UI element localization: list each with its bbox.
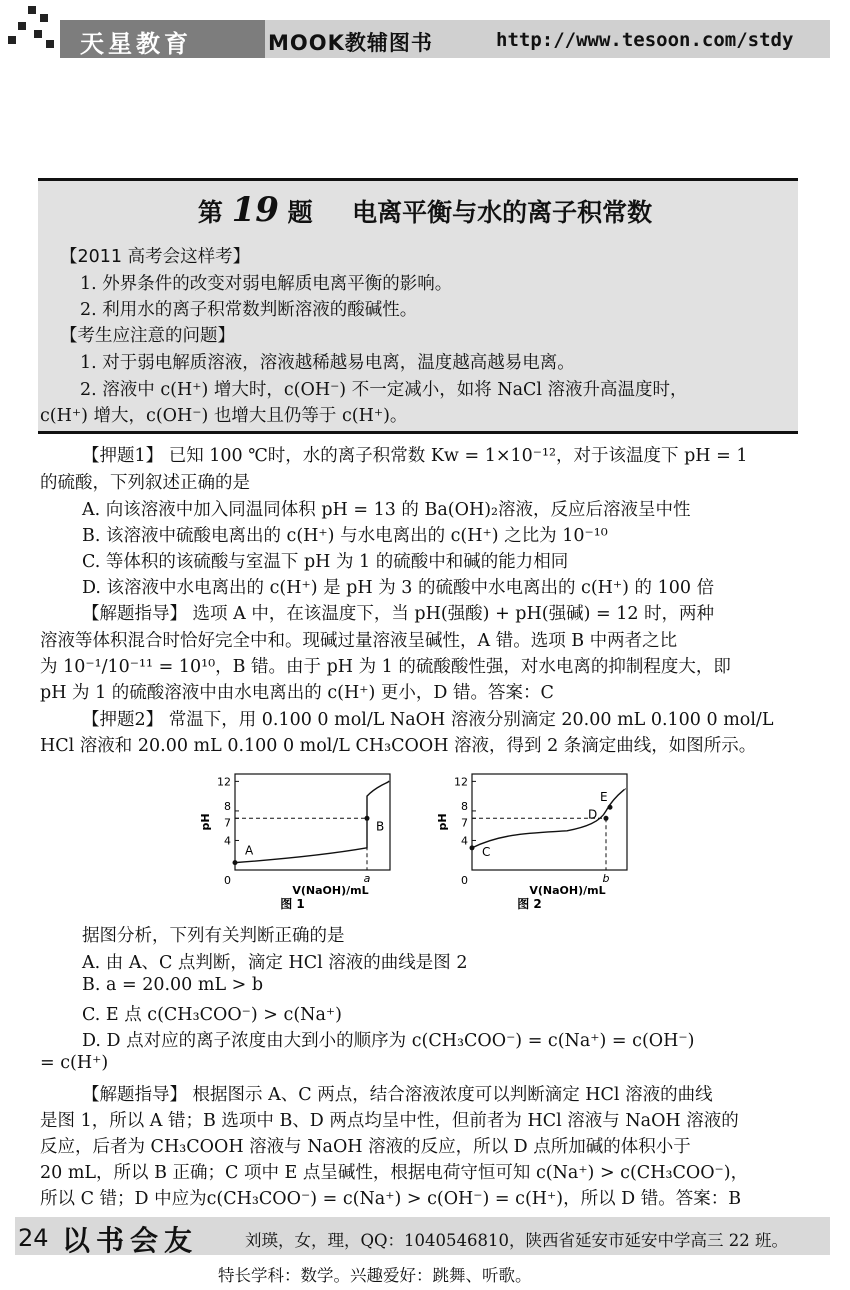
- y-axis-label: pH: [199, 813, 212, 831]
- point-d: [604, 816, 609, 821]
- y-tick-label: 12: [217, 775, 231, 789]
- q2-analysis: 20 mL，所以 B 正确；C 项中 E 点呈碱性，根据电荷守恒可知 c(Na⁺) > c(CH₃COO⁻)，: [40, 1163, 749, 1183]
- plot-frame: [472, 774, 627, 870]
- titration-figures: [195, 760, 655, 912]
- header-decoration: [0, 0, 60, 60]
- exam-point: 2. 利用水的离子积常数判断溶液的酸碱性。: [80, 300, 418, 320]
- x-axis-label: V(NaOH)/mL: [529, 884, 606, 897]
- point-label: E: [600, 790, 608, 805]
- page-title: [0, 190, 850, 230]
- q1-option-b: B. 该溶液中硫酸电离出的 c(H⁺) 与水电离出的 c(H⁺) 之比为 10⁻¹⁰: [82, 526, 608, 546]
- exam-heading: 【2011 高考会这样考】: [60, 247, 251, 267]
- y-tick-label: 12: [454, 775, 468, 789]
- y-tick-label: 4: [461, 834, 468, 848]
- figure-caption: 图 2: [517, 897, 542, 911]
- x-origin-label: 0: [461, 874, 468, 887]
- title-text: 电离平衡与水的离子积常数: [352, 198, 653, 227]
- q1-stem: 【押题1】 已知 100 ℃时，水的离子积常数 Kw = 1×10⁻¹²，对于该温度下 pH = 1: [82, 446, 748, 466]
- x-origin-label: 0: [224, 874, 231, 887]
- q2-stem: 【押题2】 常温下，用 0.100 0 mol/L NaOH 溶液分别滴定 20.00 mL 0.100 0 mol/L: [82, 710, 774, 730]
- q1-analysis: 溶液等体积混合时恰好完全中和。现碱过量溶液呈碱性，A 错。选项 B 中两者之比: [40, 631, 678, 651]
- q2-option-b: B. a = 20.00 mL > b: [82, 975, 264, 995]
- author-interests: 特长学科：数学。兴趣爱好：跳舞、听歌。: [218, 1266, 532, 1285]
- q2-option-d: D. D 点对应的离子浓度由大到小的顺序为 c(CH₃COO⁻) = c(Na⁺) = c(OH⁻): [82, 1031, 695, 1051]
- point-a: [233, 860, 238, 865]
- title-suffix: 题: [287, 198, 313, 227]
- point-label: D: [588, 807, 598, 822]
- q1-analysis: 为 10⁻¹/10⁻¹¹ = 10¹⁰，B 错。由于 pH 为 1 的硫酸酸性强，对水电离的抑制程度大，即: [40, 657, 731, 677]
- notice-heading: 【考生应注意的问题】: [60, 326, 235, 346]
- point-label: B: [376, 819, 385, 834]
- header-url[interactable]: http://www.tesoon.com/stdy: [496, 29, 794, 51]
- q2-analysis: 反应，后者为 CH₃COOH 溶液与 NaOH 溶液的反应，所以 D 点所加碱的体积小于: [40, 1137, 691, 1157]
- x-tick-label: a: [363, 872, 371, 885]
- q2-lead: 据图分析，下列有关判断正确的是: [82, 926, 345, 946]
- brand-name: 天星教育: [80, 30, 192, 58]
- point-label: C: [482, 844, 491, 859]
- q1-option-d: D. 该溶液中水电离出的 c(H⁺) 是 pH 为 3 的硫酸中水电离出的 c(H⁺) 的 100 倍: [82, 578, 715, 598]
- column-name: 以书会友: [62, 1224, 199, 1257]
- q2-option-c: C. E 点 c(CH₃COO⁻) > c(Na⁺): [82, 1005, 342, 1025]
- figure-caption: 图 1: [280, 897, 305, 911]
- q1-analysis: pH 为 1 的硫酸溶液中由水电离出的 c(H⁺) 更小，D 错。答案：C: [40, 683, 554, 703]
- q2-option-a: A. 由 A、C 点判断，滴定 HCl 溶液的曲线是图 2: [82, 953, 468, 973]
- q2-option-d-cont: = c(H⁺): [40, 1053, 109, 1073]
- y-tick-label: 8: [461, 799, 468, 813]
- point-e: [608, 805, 613, 810]
- exam-point: 1. 外界条件的改变对弱电解质电离平衡的影响。: [80, 274, 453, 294]
- q1-stem: 的硫酸，下列叙述正确的是: [40, 473, 250, 493]
- y-tick-label: 7: [224, 816, 231, 830]
- y-axis-label: pH: [436, 813, 449, 831]
- y-tick-label: 7: [461, 816, 468, 830]
- notice-point: c(H⁺) 增大，c(OH⁻) 也增大且仍等于 c(H⁺)。: [40, 406, 408, 426]
- y-tick-label: 8: [224, 799, 231, 813]
- y-tick-label: 4: [224, 834, 231, 848]
- series-name: MOOK教辅图书: [268, 31, 433, 55]
- q2-analysis: 所以 C 错；D 中应为c(CH₃COO⁻) = c(Na⁺) > c(OH⁻) = c(H⁺)，所以 D 错。答案：B: [40, 1189, 742, 1209]
- x-tick-label: b: [602, 872, 610, 885]
- page-number: 24: [18, 1224, 49, 1252]
- q2-analysis: 是图 1，所以 A 错；B 选项中 B、D 两点均呈中性，但前者为 HCl 溶液与 NaOH 溶液的: [40, 1111, 739, 1131]
- q2-analysis: 【解题指导】 根据图示 A、C 两点，结合溶液浓度可以判断滴定 HCl 溶液的曲线: [82, 1085, 713, 1105]
- title-prefix: 第: [197, 198, 223, 227]
- notice-point: 1. 对于弱电解质溶液，溶液越稀越易电离，温度越高越易电离。: [80, 353, 575, 373]
- q1-analysis: 【解题指导】 选项 A 中，在该温度下，当 pH(强酸) + pH(强碱) = 12 时，两种: [82, 604, 715, 624]
- notice-point: 2. 溶液中 c(H⁺) 增大时，c(OH⁻) 不一定减小，如将 NaCl 溶液升高温度时，: [80, 380, 688, 400]
- point-label: A: [245, 843, 254, 858]
- titration-curve: [235, 781, 389, 862]
- x-axis-label: V(NaOH)/mL: [292, 884, 369, 897]
- q2-stem: HCl 溶液和 20.00 mL 0.100 0 mol/L CH₃COOH 溶液，得到 2 条滴定曲线，如图所示。: [40, 736, 757, 756]
- q1-option-a: A. 向该溶液中加入同温同体积 pH = 13 的 Ba(OH)₂溶液，反应后溶液呈中性: [82, 500, 691, 520]
- title-number: 19: [231, 190, 279, 230]
- point-b: [365, 816, 370, 821]
- q1-option-c: C. 等体积的该硫酸与室温下 pH 为 1 的硫酸中和碱的能力相同: [82, 552, 569, 572]
- point-c: [470, 845, 475, 850]
- author-info: 刘瑛，女，理，QQ：1040546810，陕西省延安市延安中学高三 22 班。: [245, 1231, 789, 1250]
